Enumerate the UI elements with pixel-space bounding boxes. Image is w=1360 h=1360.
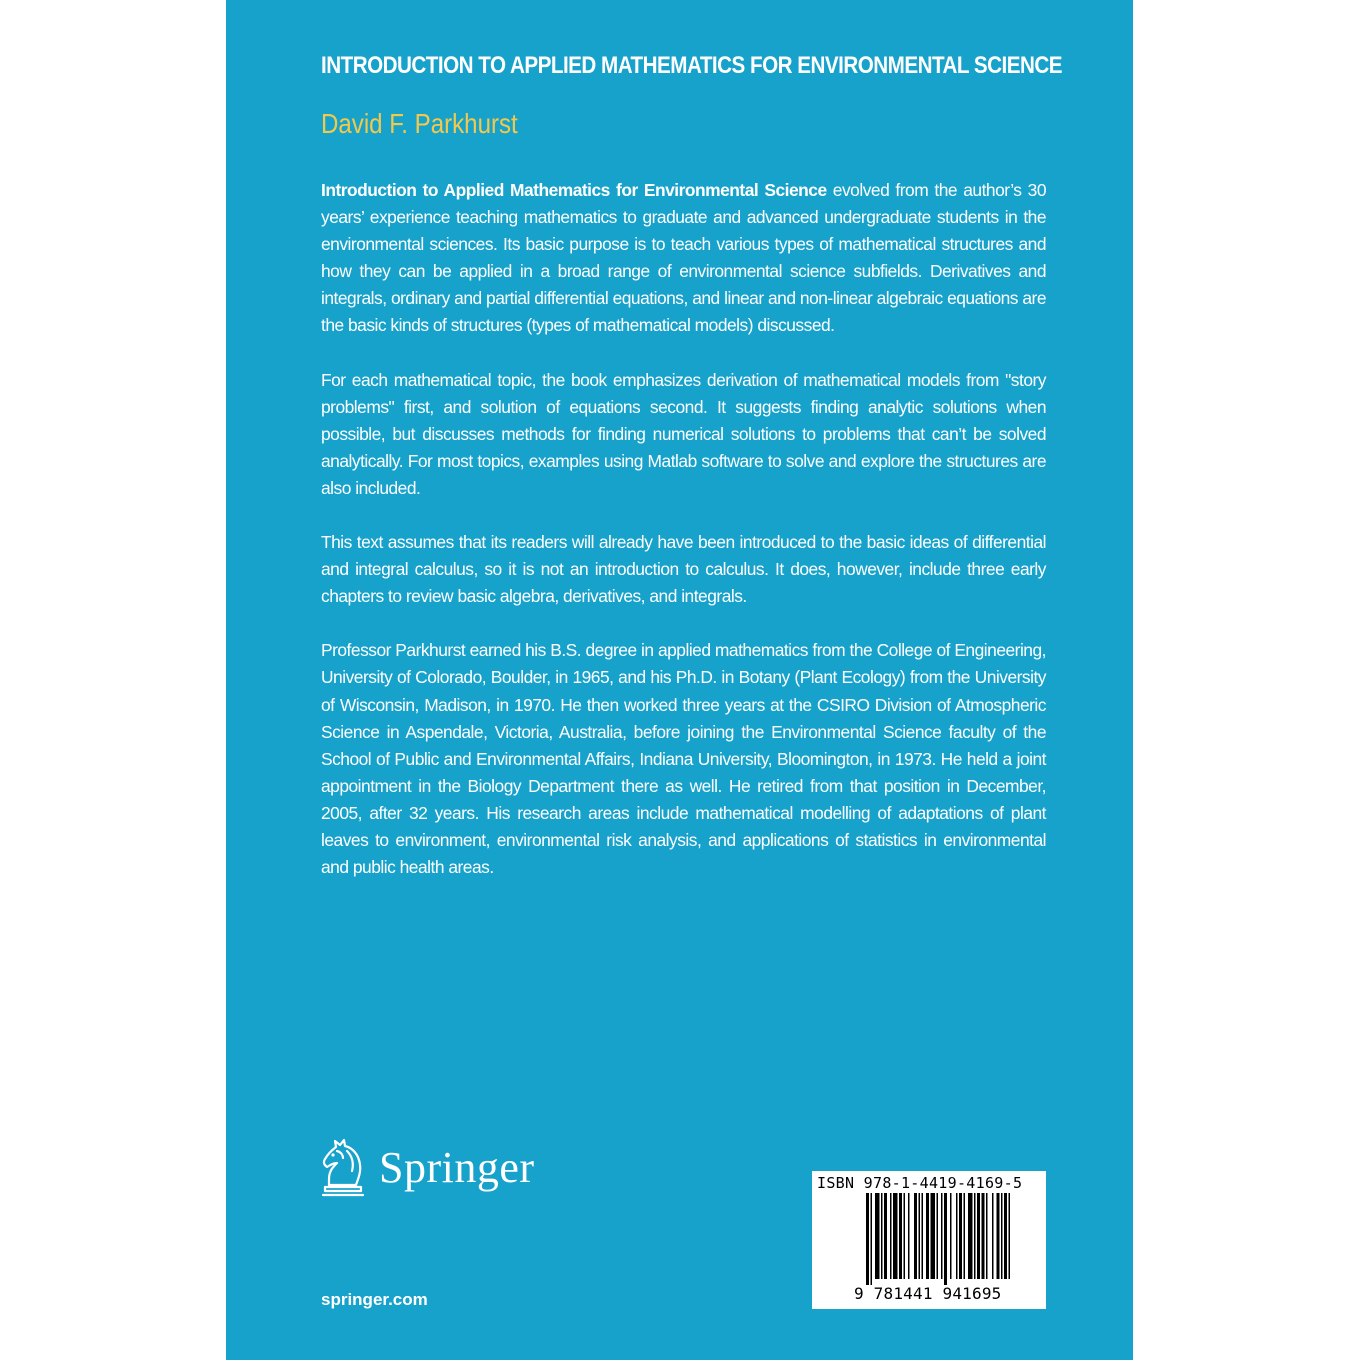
barcode-bar — [982, 1193, 985, 1279]
blurb-paragraph-3: This text assumes that its readers will already have been introduced to the basic ideas of differential and integral calculus, so it is not an introduction to calculus. It does, however, include three early chapters to review basic algebra, derivatives, and integrals. — [321, 532, 1046, 607]
barcode-digits: 9 781441 941695 — [854, 1284, 1002, 1303]
barcode-bar — [866, 1193, 869, 1285]
barcode-bar — [871, 1193, 873, 1285]
barcode-bar — [1001, 1193, 1003, 1279]
blurb-paragraph-1-text: evolved from the author’s 30 years’ experience teaching mathematics to graduate and advanced undergraduate students in the environmental sciences. Its basic purpose is to teach various types of mathematical structures and how they can be applied in a broad range of environmental science subfields. Derivatives and integrals, ordinary and partial differential equations, and linear and non-linear algebraic equations are the basic kinds of structures (types of mathematical models) discussed. — [321, 180, 1046, 336]
barcode-bar — [931, 1193, 936, 1279]
barcode-bar — [964, 1193, 966, 1279]
author-bio-paragraph: Professor Parkhurst earned his B.S. degree in applied mathematics from the College of Engineering, University of Colorado, Boulder, in 1965, and his Ph.D. in Botany (Plant Ecology) from the University of Wisconsin, Madison, in 1970. He then worked three years at the CSIRO Division of Atmospheric Science in Aspendale, Victoria, Australia, before joining the Environmental Science faculty of the School of Public and Environmental Affairs, Indiana University, Bloomington, in 1973. He held a joint appointment in the Biology Department there as well. He retired from that position in December, 2005, after 32 years. His research areas include mathematical modelling of adaptations of plant leaves to environment, environmental risk analysis, and applications of statistics in environmental and public health areas. — [321, 640, 1046, 878]
barcode-bar — [959, 1193, 962, 1279]
isbn-label: ISBN 978-1-4419-4169-5 — [817, 1174, 1023, 1192]
barcode-bar — [974, 1193, 976, 1279]
barcode-bar — [986, 1193, 988, 1279]
barcode-bar — [881, 1193, 883, 1279]
barcode-bar — [950, 1193, 952, 1279]
blurb-paragraph-1 — [321, 177, 1046, 340]
back-cover — [226, 0, 1133, 1360]
blurb-paragraph-2: For each mathematical topic, the book emphasizes derivation of mathematical models from "story problems" first, and solution of equations second. It suggests finding analytic solutions when possible, but discusses methods for finding numerical solutions to problems that can’t be solved analytically. For most topics, examples using Matlab software to solve and explore the structures are also included. — [321, 369, 1046, 498]
springer-horse-icon — [319, 1135, 371, 1199]
isbn-barcode-block — [812, 1171, 1046, 1309]
barcode-bar — [1009, 1193, 1011, 1279]
barcode-bar — [890, 1193, 892, 1279]
barcode-bar — [914, 1193, 917, 1279]
barcode-bar — [1004, 1193, 1007, 1279]
springer-wordmark: Springer — [379, 1142, 535, 1192]
barcode-bar — [893, 1193, 898, 1279]
barcode-bar — [937, 1193, 939, 1279]
barcode-bar — [941, 1193, 943, 1279]
barcode-bar — [956, 1193, 958, 1279]
barcode-bar — [908, 1193, 910, 1279]
blurb — [321, 177, 1046, 908]
barcode-bar — [922, 1193, 924, 1279]
barcode-bar — [997, 1193, 1000, 1279]
barcode-bar — [992, 1193, 994, 1279]
book-author: David F. Parkhurst — [321, 108, 518, 139]
barcode-bar — [919, 1193, 921, 1279]
barcode-bar — [977, 1193, 980, 1279]
publisher-logo — [319, 1135, 535, 1199]
book-title: INTRODUCTION TO APPLIED MATHEMATICS FOR ENVIRONMENTAL SCIENCE — [321, 52, 1063, 79]
barcode-bar — [884, 1193, 887, 1279]
barcode-bar — [899, 1193, 902, 1279]
barcode-bar — [968, 1193, 973, 1279]
barcode-bar — [944, 1193, 947, 1285]
barcode-bar — [875, 1193, 880, 1279]
blurb-title-bold: Introduction to Applied Mathematics for Environmental Science — [321, 180, 827, 200]
barcode-bar — [926, 1193, 929, 1279]
publisher-url: springer.com — [321, 1290, 428, 1309]
barcode-bar — [904, 1193, 906, 1279]
barcode — [816, 1193, 1042, 1285]
